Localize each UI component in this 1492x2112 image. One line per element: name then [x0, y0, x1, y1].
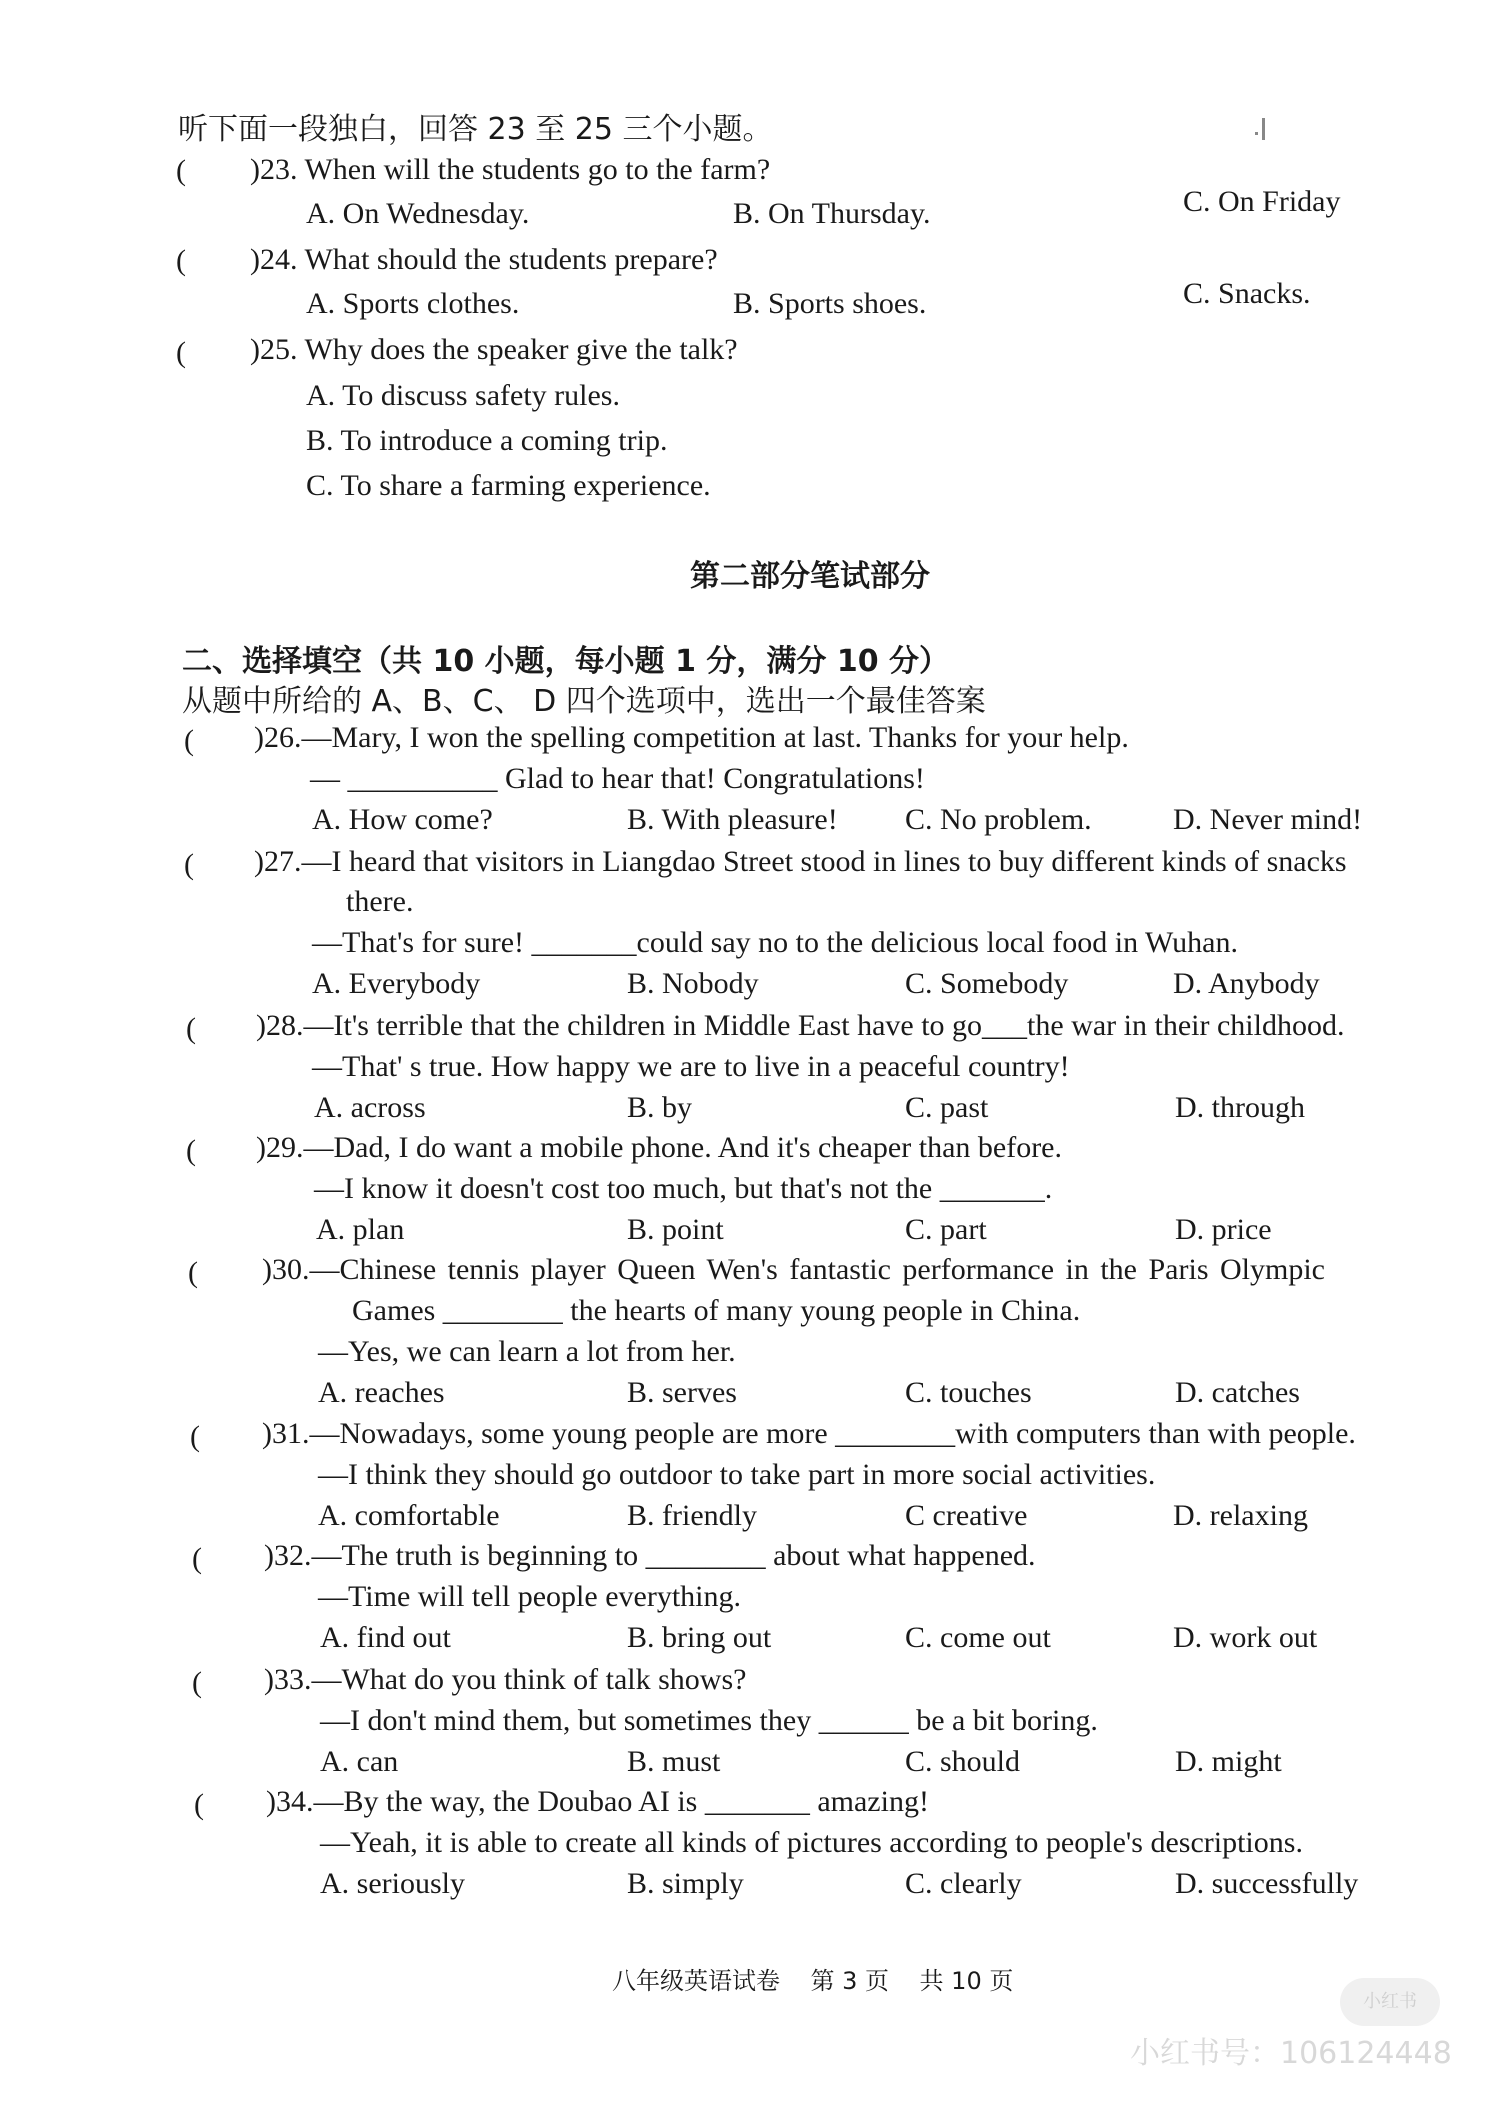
q30-option-a: A. reaches	[318, 1376, 445, 1409]
q31-option-c: C creative	[905, 1499, 1028, 1532]
q23-option-c: C. On Friday	[1183, 185, 1341, 218]
q34-option-b: B. simply	[627, 1867, 744, 1900]
q33-option-d: D. might	[1175, 1745, 1282, 1778]
q28-option-c: C. past	[905, 1091, 989, 1124]
q27-line2: —That's for sure! _______could say no to the delicious local food in Wuhan.	[312, 926, 1238, 959]
q23-option-a: A. On Wednesday.	[306, 197, 530, 230]
scan-mark	[1262, 118, 1265, 140]
watermark-id: 小红书号：106124448	[1130, 2036, 1452, 2071]
q23-option-b: B. On Thursday.	[733, 197, 931, 230]
q34-line1: )34.—By the way, the Doubao AI is _______ amazing!	[266, 1785, 929, 1818]
q28-paren: (	[186, 1012, 196, 1045]
q28-line2: —That' s true. How happy we are to live in a peaceful country!	[312, 1050, 1070, 1083]
q27-option-d: D. Anybody	[1173, 967, 1320, 1000]
q34-line2: —Yeah, it is able to create all kinds of pictures according to people's descriptions.	[320, 1826, 1303, 1859]
q30-paren: (	[188, 1256, 198, 1289]
q23-paren: (	[176, 154, 186, 187]
q28-line1: )28.—It's terrible that the children in Middle East have to go___the war in their childhood.	[256, 1009, 1345, 1042]
scan-mark-dot	[1255, 132, 1258, 135]
q33-option-a: A. can	[320, 1745, 399, 1778]
q30-line1b: Games ________ the hearts of many young people in China.	[352, 1294, 1081, 1327]
q28-option-d: D. through	[1175, 1091, 1305, 1124]
q29-option-c: C. part	[905, 1213, 987, 1246]
q30-option-c: C. touches	[905, 1376, 1032, 1409]
q27-line1b: there.	[346, 885, 414, 918]
q26-option-a: A. How come?	[312, 803, 493, 836]
q33-option-c: C. should	[905, 1745, 1021, 1778]
q23-stem: )23. When will the students go to the farm?	[250, 153, 771, 186]
q27-option-b: B. Nobody	[627, 967, 759, 1000]
q26-option-d: D. Never mind!	[1173, 803, 1363, 836]
q32-option-c: C. come out	[905, 1621, 1051, 1654]
q32-paren: (	[192, 1542, 202, 1575]
q32-option-d: D. work out	[1173, 1621, 1318, 1654]
q34-paren: (	[194, 1788, 204, 1821]
q24-option-a: A. Sports clothes.	[306, 287, 520, 320]
q24-option-c: C. Snacks.	[1183, 277, 1311, 310]
q31-option-b: B. friendly	[627, 1499, 757, 1532]
q28-option-a: A. across	[314, 1091, 426, 1124]
q29-option-a: A. plan	[316, 1213, 405, 1246]
q30-option-d: D. catches	[1175, 1376, 1300, 1409]
q29-option-b: B. point	[627, 1213, 724, 1246]
q33-paren: (	[192, 1666, 202, 1699]
q34-option-a: A. seriously	[320, 1867, 465, 1900]
q24-stem: )24. What should the students prepare?	[250, 243, 718, 276]
q25-option-b: B. To introduce a coming trip.	[306, 424, 668, 457]
q25-stem: )25. Why does the speaker give the talk?	[250, 333, 738, 366]
q34-option-c: C. clearly	[905, 1867, 1022, 1900]
watermark-badge: 小红书	[1340, 1978, 1440, 2026]
q29-option-d: D. price	[1175, 1213, 1272, 1246]
q31-line1: )31.—Nowadays, some young people are more ________with computers than with people.	[262, 1417, 1356, 1450]
section2-instruction: 从题中所给的 A、B、C、 D 四个选项中，选出一个最佳答案	[182, 684, 986, 719]
q28-option-b: B. by	[627, 1091, 693, 1124]
section2-heading: 二、选择填空（共 10 小题，每小题 1 分，满分 10 分）	[182, 644, 950, 679]
q33-line2: —I don't mind them, but sometimes they ______ be a bit boring.	[320, 1704, 1098, 1737]
q26-option-c: C. No problem.	[905, 803, 1092, 836]
q26-paren: (	[184, 724, 194, 757]
q34-option-d: D. successfully	[1175, 1867, 1359, 1900]
q31-line2: —I think they should go outdoor to take part in more social activities.	[318, 1458, 1156, 1491]
q24-paren: (	[176, 244, 186, 277]
part2-title: 第二部分笔试部分	[690, 559, 930, 594]
q25-option-c: C. To share a farming experience.	[306, 469, 711, 502]
q29-line2: —I know it doesn't cost too much, but that's not the _______.	[314, 1172, 1053, 1205]
q27-paren: (	[184, 848, 194, 881]
q29-paren: (	[186, 1134, 196, 1167]
q25-option-a: A. To discuss safety rules.	[306, 379, 620, 412]
listening-intro: 听下面一段独白，回答 23 至 25 三个小题。	[178, 112, 773, 147]
q26-option-b: B. With pleasure!	[627, 803, 838, 836]
q32-line1: )32.—The truth is beginning to ________ about what happened.	[264, 1539, 1036, 1572]
q25-paren: (	[176, 336, 186, 369]
q30-line2: —Yes, we can learn a lot from her.	[318, 1335, 736, 1368]
q30-option-b: B. serves	[627, 1376, 737, 1409]
q31-paren: (	[190, 1420, 200, 1453]
q33-line1: )33.—What do you think of talk shows?	[264, 1663, 747, 1696]
q32-option-b: B. bring out	[627, 1621, 772, 1654]
q31-option-a: A. comfortable	[318, 1499, 500, 1532]
q29-line1: )29.—Dad, I do want a mobile phone. And it's cheaper than before.	[256, 1131, 1063, 1164]
q32-option-a: A. find out	[320, 1621, 451, 1654]
page-footer: 八年级英语试卷 第 3 页 共 10 页	[612, 1967, 1014, 1995]
q27-line1: )27.—I heard that visitors in Liangdao Street stood in lines to buy different kinds of snacks	[254, 845, 1347, 878]
q27-option-a: A. Everybody	[312, 967, 481, 1000]
q27-option-c: C. Somebody	[905, 967, 1069, 1000]
q32-line2: —Time will tell people everything.	[318, 1580, 742, 1613]
q33-option-b: B. must	[627, 1745, 721, 1778]
q30-line1: )30.—Chinese tennis player Queen Wen's fantastic performance in the Paris Olympic	[262, 1253, 1325, 1286]
q26-line1: )26.—Mary, I won the spelling competition at last. Thanks for your help.	[254, 721, 1129, 754]
q24-option-b: B. Sports shoes.	[733, 287, 927, 320]
q31-option-d: D. relaxing	[1173, 1499, 1308, 1532]
q26-line2: — __________ Glad to hear that! Congratulations!	[310, 762, 925, 795]
